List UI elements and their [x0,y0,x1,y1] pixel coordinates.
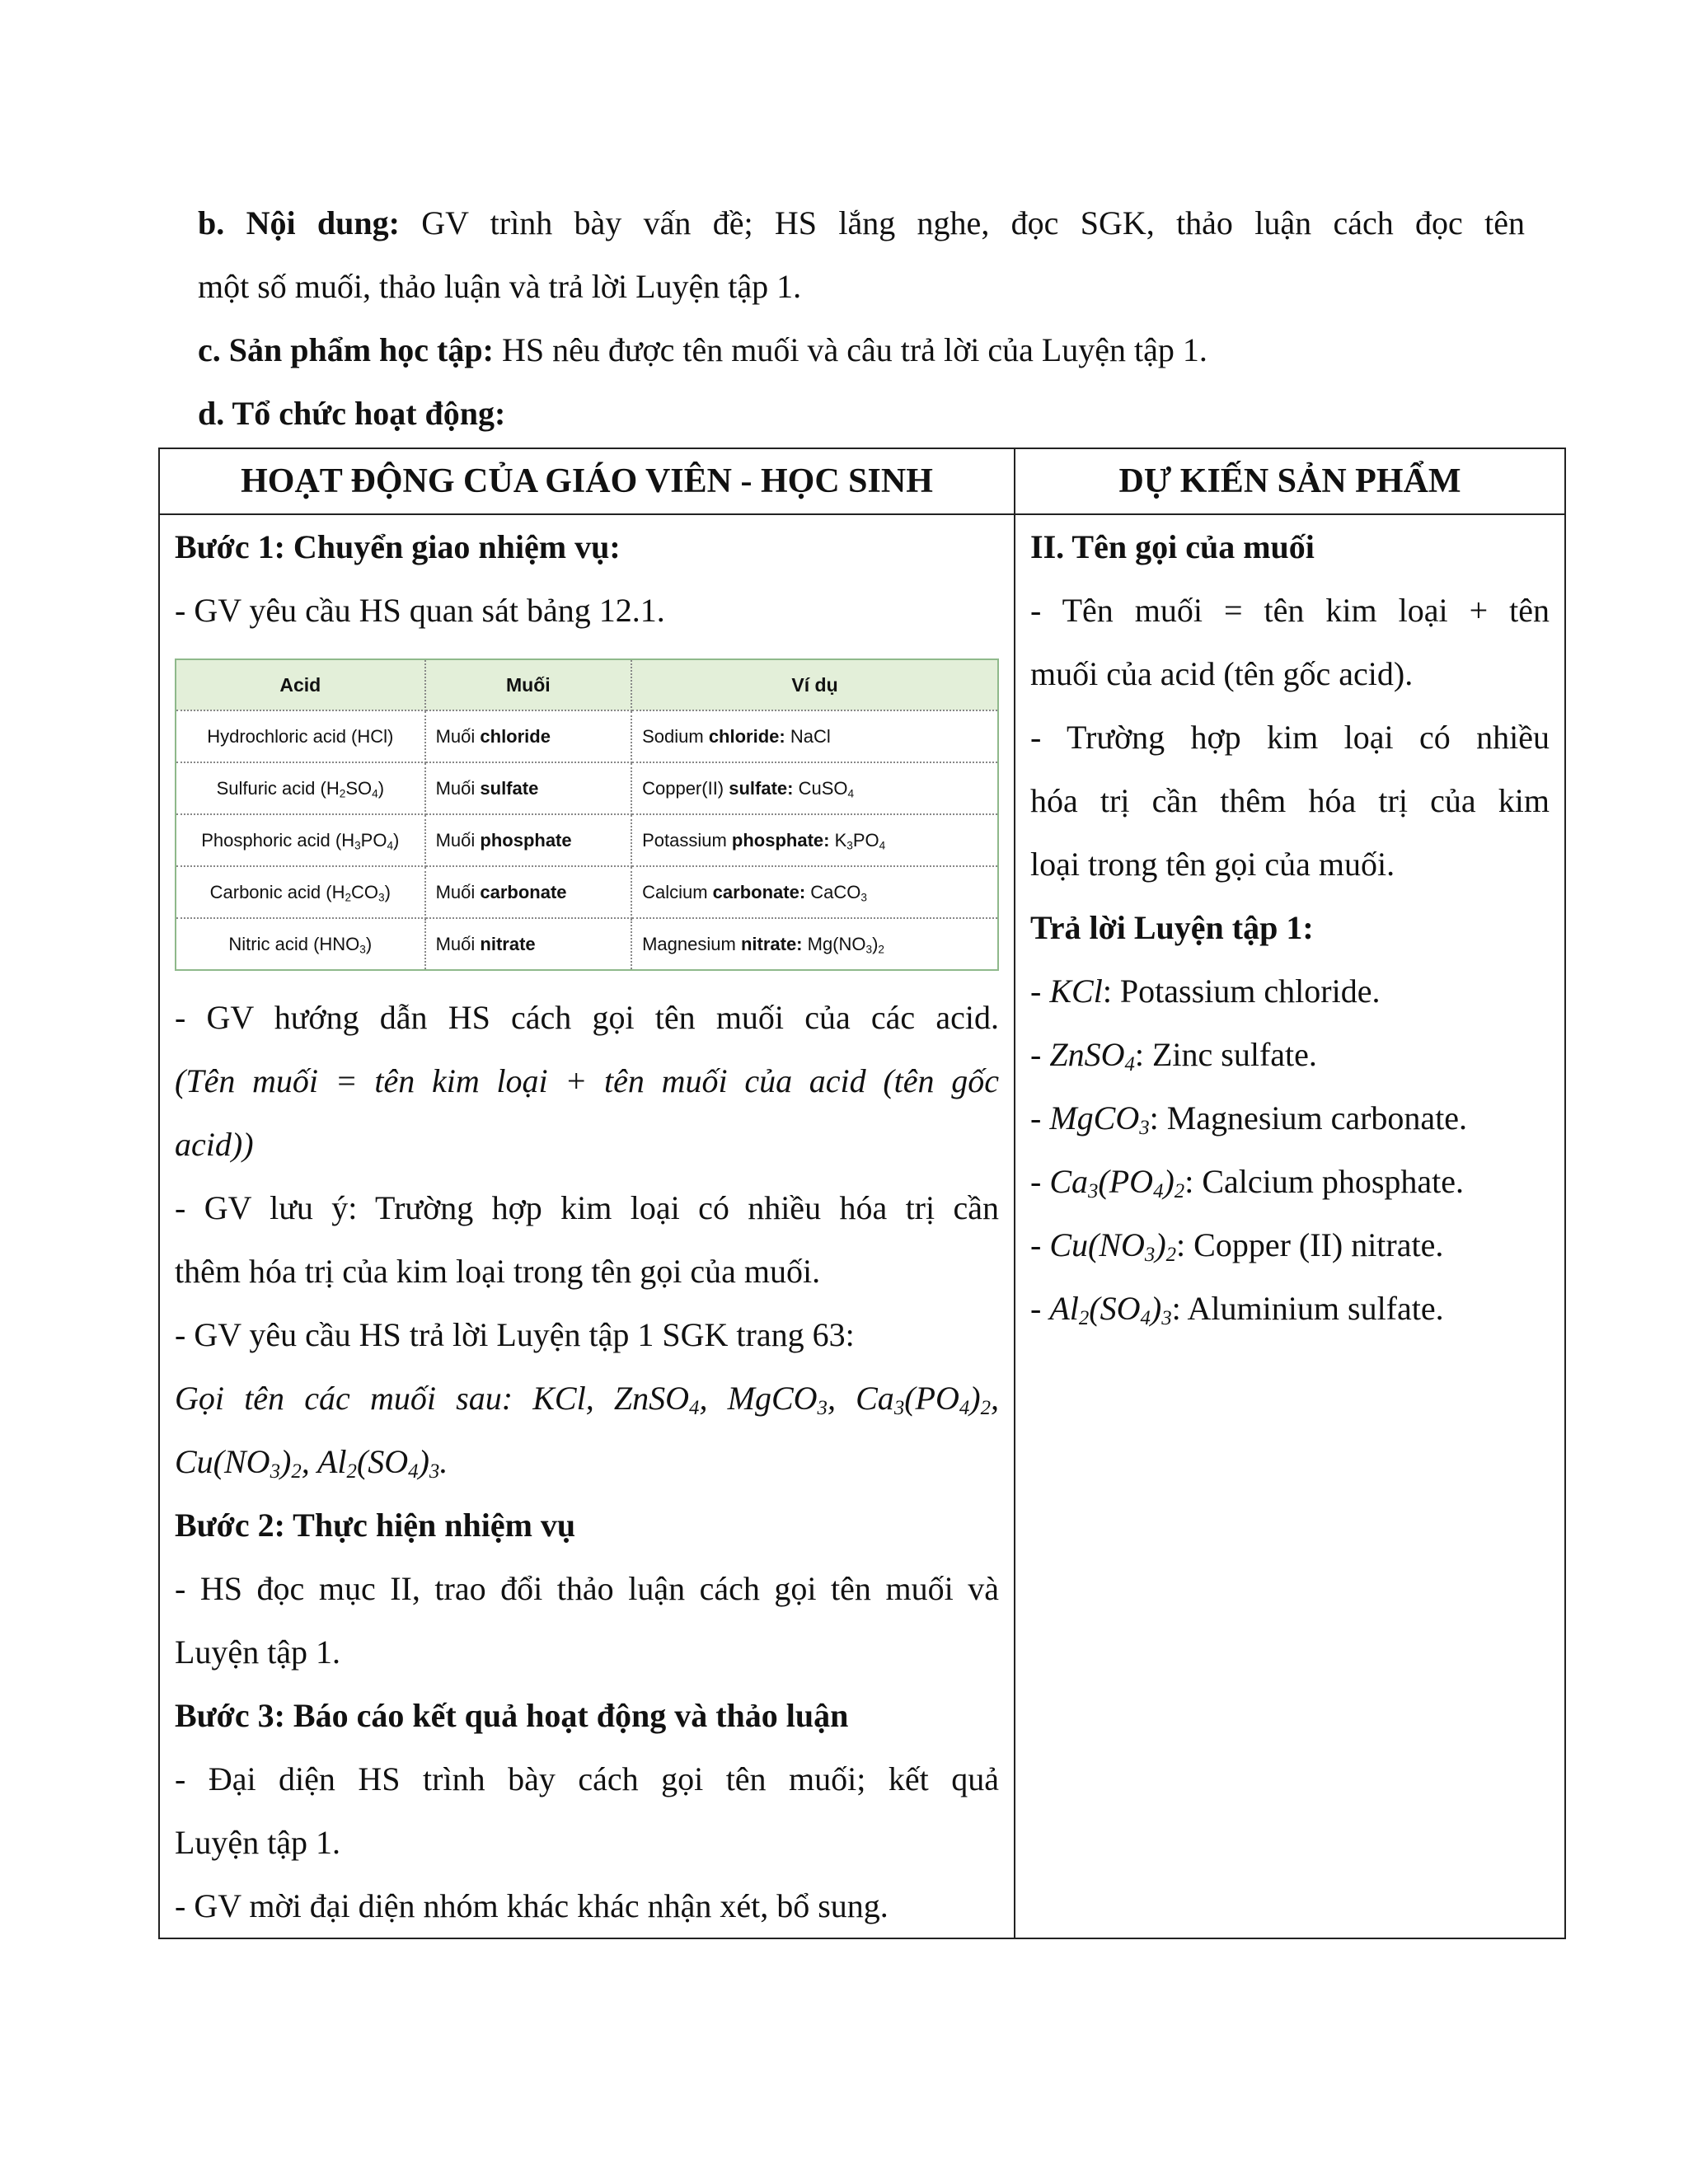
acid-cell: Carbonic acid $(H_2CO_3)$ [176,866,425,918]
step3-line-2: Luyện tập 1. [175,1824,341,1861]
organize-heading: d. Tổ chức hoạt động: [198,395,506,432]
salt-header-salt: Muối [425,659,632,710]
answer-item: - $Al_2(SO_4)_3$: Aluminium sulfate. [1030,1290,1444,1330]
example-cell: Sodium chloride: NaCl [631,710,998,762]
acid-cell: Nitric acid $(HNO_3)$ [176,918,425,970]
answer-item: - KCl: Potassium chloride. [1030,972,1381,1010]
salt-header-acid: Acid [176,659,425,710]
example-cell: Magnesium nitrate: $Mg(NO_3)_2$ [631,918,998,970]
step1-line: - GV yêu cầu HS quan sát bảng 12.1. [175,592,665,629]
question-line-2: $Cu(NO_3)_2$, $Al_2(SO_4)_3$. [175,1443,448,1483]
salt-cell: Muối phosphate [425,814,632,866]
guide-formula-line: (Tên muối = tên kim loại + tên muối của acid (tên gốc [175,1062,999,1099]
step2-title: Bước 2: Thực hiện nhiệm vụ [175,1507,576,1544]
intro-section [198,191,1525,445]
step2-line-2: Luyện tập 1. [175,1633,341,1671]
salt-table-figure [175,658,999,971]
step2-line: - HS đọc mục II, trao đổi thảo luận cách gọi tên muối và [175,1570,999,1607]
answer-item: - $Cu(NO_3)_2$: Copper (II) nitrate. [1030,1226,1444,1267]
step3-title: Bước 3: Báo cáo kết quả hoạt động và thảo luận [175,1697,849,1734]
table-row [176,866,998,918]
content-line-2: một số muối, thảo luận và trả lời Luyện tập 1. [198,268,802,305]
case-line-2: hóa trị cần thêm hóa trị của kim [1030,782,1550,819]
acid-cell: Phosphoric acid $(H_3PO_4)$ [176,814,425,866]
content-text: GV trình bày vấn đề; HS lắng nghe, đọc SGK, thảo luận cách đọc tên [399,204,1525,241]
header-teacher-student: HOẠT ĐỘNG CỦA GIÁO VIÊN - HỌC SINH [159,448,1015,514]
salt-cell: Muối chloride [425,710,632,762]
answer-item: - MgCO$_3$: Magnesium carbonate. [1030,1099,1468,1140]
salt-cell: Muối sulfate [425,762,632,814]
note-line: - GV lưu ý: Trường hợp kim loại có nhiều hóa trị cần [175,1189,999,1226]
rule-line-2: muối của acid (tên gốc acid). [1030,655,1414,692]
acid-cell: Hydrochloric acid (HCl) [176,710,425,762]
case-line: - Trường hợp kim loại có nhiều [1030,719,1550,756]
table-row [176,710,998,762]
salt-header-example: Ví dụ [631,659,998,710]
example-cell: Copper(II) sulfate: CuSO$_4$ [631,762,998,814]
answer-title: Trả lời Luyện tập 1: [1030,909,1314,946]
step1-title: Bước 1: Chuyển giao nhiệm vụ: [175,528,621,565]
product-text: HS nêu được tên muối và câu trả lời của Luyện tập 1. [493,331,1207,368]
example-cell: Potassium phosphate: $K_3PO_4$ [631,814,998,866]
product-line [198,318,1525,382]
salt-cell: Muối nitrate [425,918,632,970]
example-cell: Calcium carbonate: CaCO$_3$ [631,866,998,918]
step3-line: - Đại diện HS trình bày cách gọi tên muối; kết quả [175,1760,999,1797]
right-column [1015,514,1565,1938]
answer-item: - $Ca_3(PO_4)_2$: Calcium phosphate. [1030,1163,1465,1203]
guide-formula-end: acid)) [175,1126,254,1163]
header-expected-product: DỰ KIẾN SẢN PHẨM [1015,448,1565,514]
activity-table [158,448,1566,1939]
left-column [159,514,1015,1938]
naming-title: II. Tên gọi của muối [1030,528,1315,565]
acid-cell: Sulfuric acid $(H_2SO_4)$ [176,762,425,814]
salt-cell: Muối carbonate [425,866,632,918]
ask-line: - GV yêu cầu HS trả lời Luyện tập 1 SGK trang 63: [175,1316,855,1353]
product-label: c. Sản phẩm học tập: [198,331,494,368]
content-label: b. Nội dung: [198,204,400,241]
content-line [198,191,1525,255]
step3-line-3: - GV mời đại diện nhóm khác khác nhận xét, bổ sung. [175,1887,889,1924]
answer-item: - ZnSO$_4$: Zinc sulfate. [1030,1036,1317,1076]
case-line-3: loại trong tên gọi của muối. [1030,846,1395,883]
note-line-2: thêm hóa trị của kim loại trong tên gọi của muối. [175,1253,821,1290]
rule-line: - Tên muối = tên kim loại + tên [1030,592,1550,629]
guide-line: - GV hướng dẫn HS cách gọi tên muối của các acid. [175,999,999,1036]
question-line: Gọi tên các muối sau: KCl, ZnSO$_4$, MgCO$_3$, $Ca_3(PO_4)_2$, [175,1380,999,1420]
table-row [176,762,998,814]
salt-table [175,658,999,971]
table-row [176,918,998,970]
table-row [176,814,998,866]
